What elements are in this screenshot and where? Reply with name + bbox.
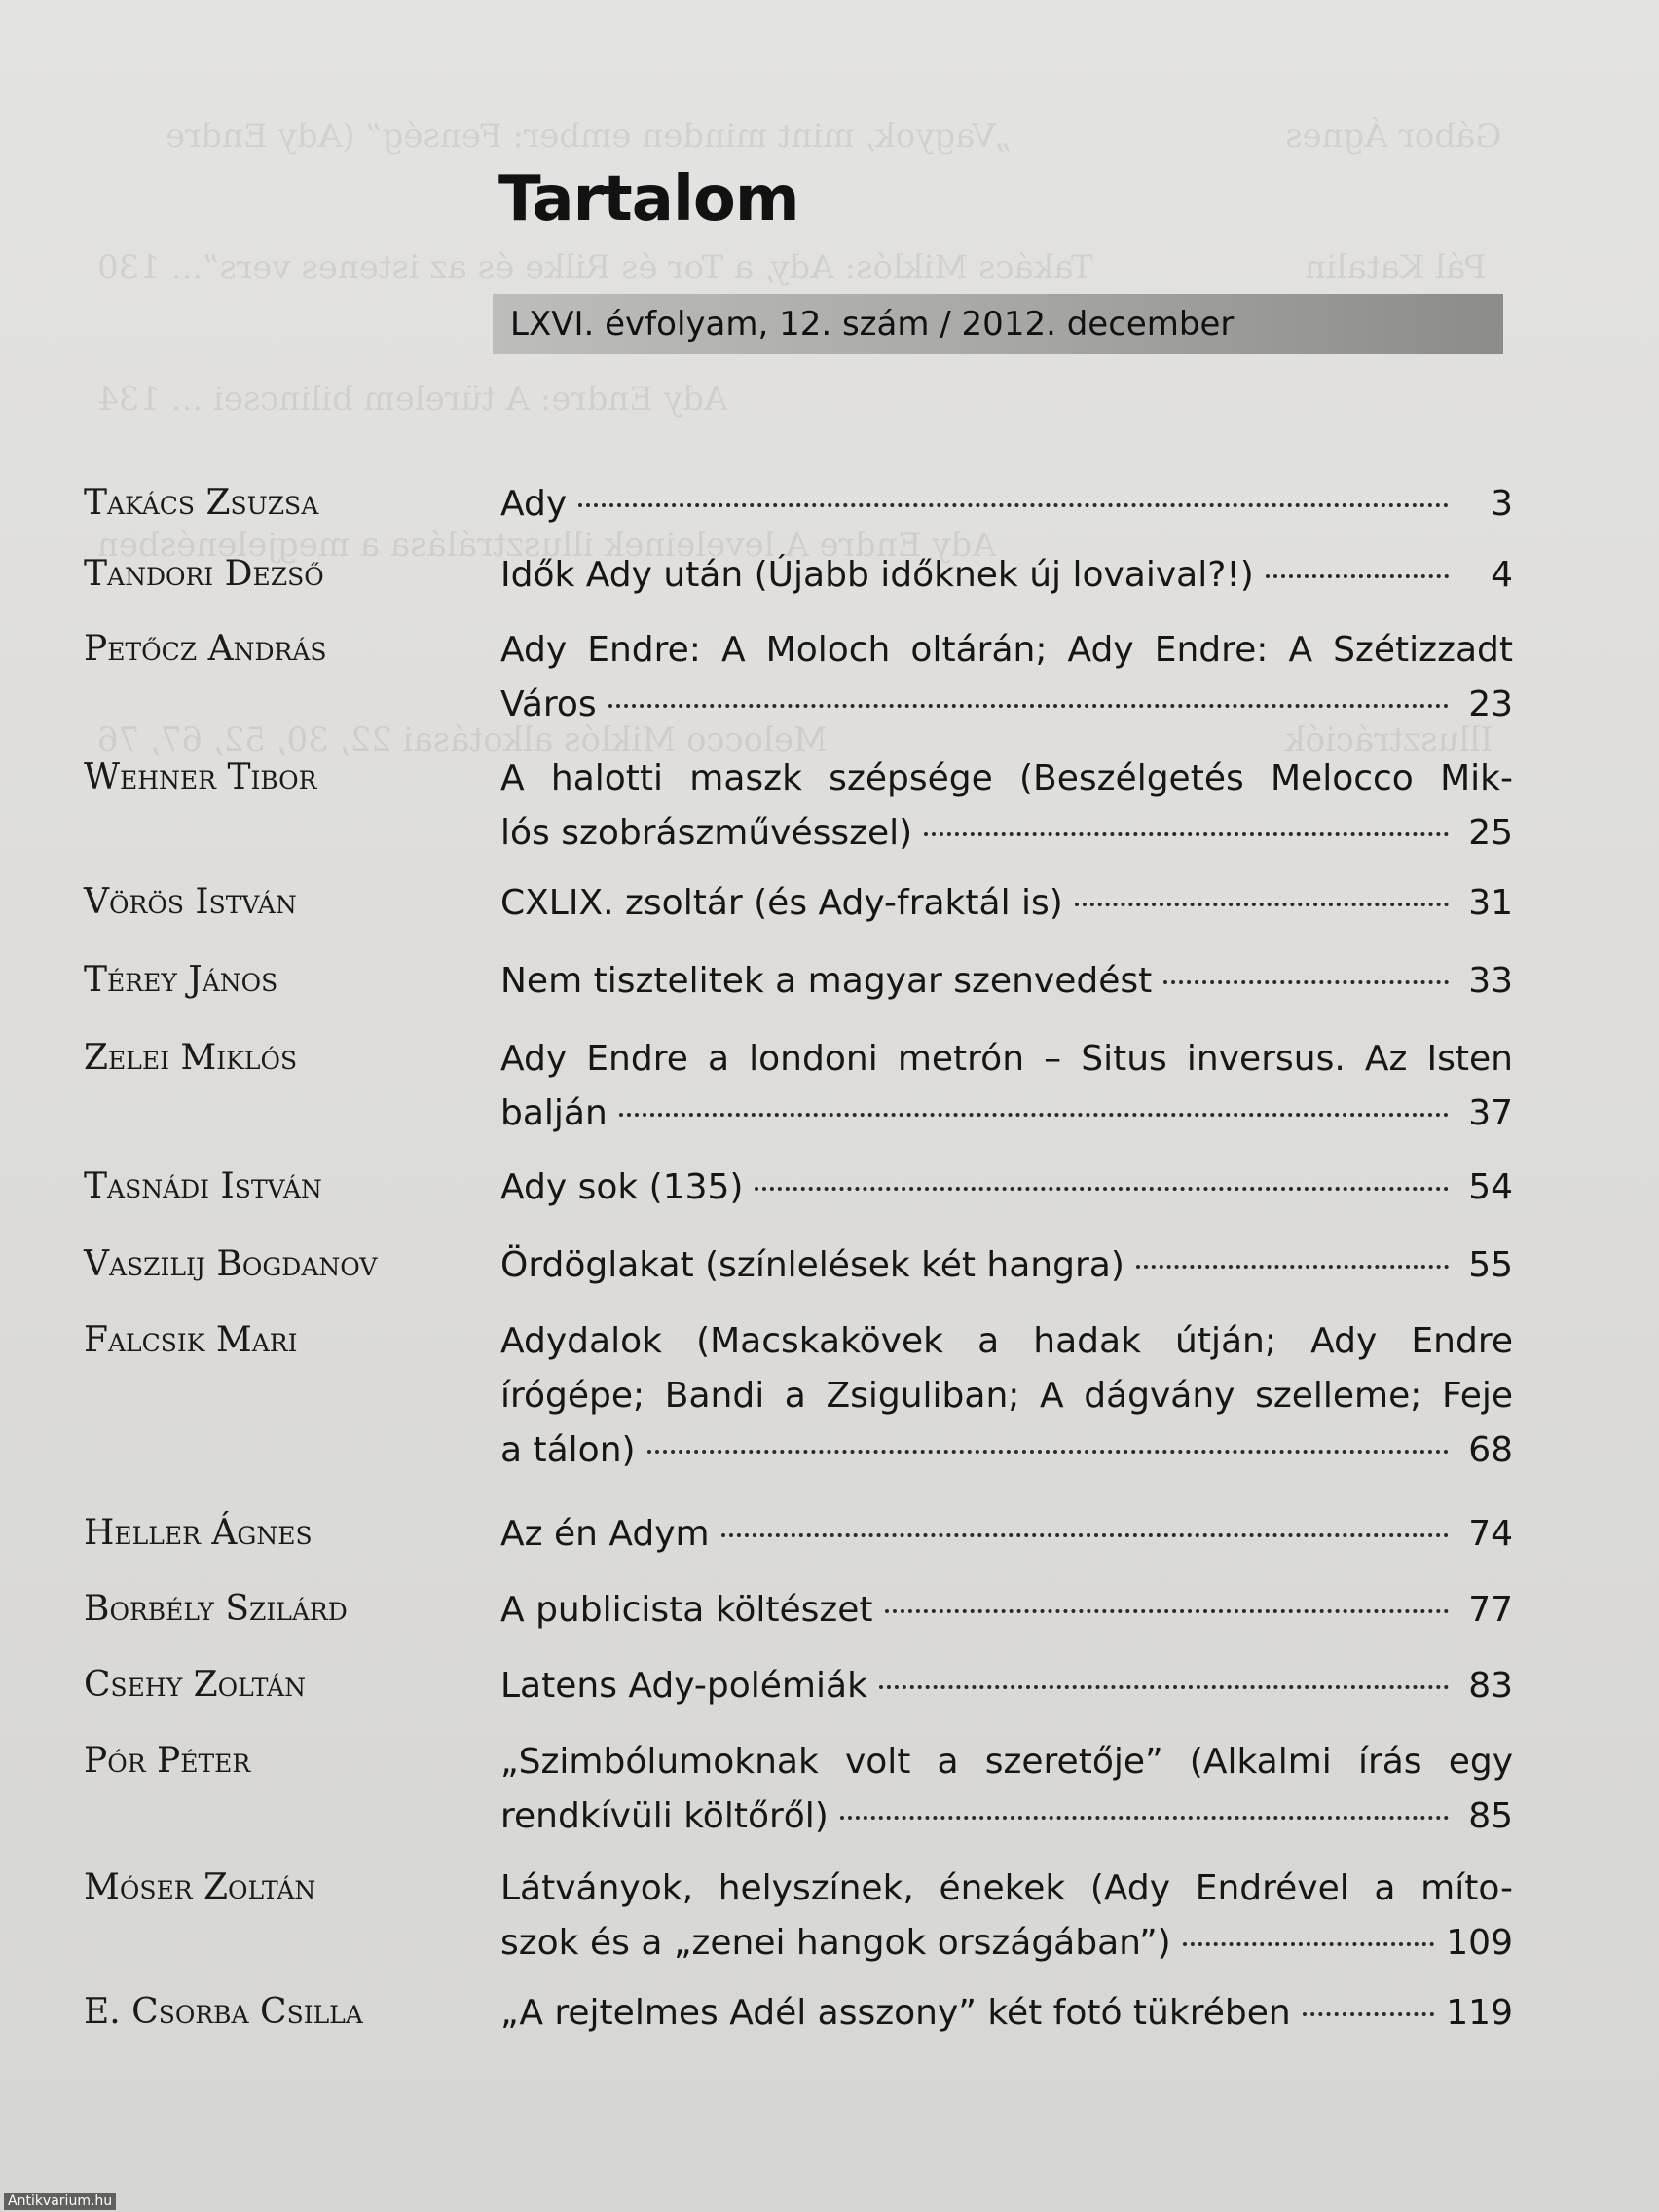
toc-work-line [500, 548, 1513, 603]
toc-work-title: Ady sok (135) [500, 1167, 744, 1207]
toc-author: E. Csorba Csilla [84, 1992, 363, 2032]
toc-work [500, 954, 1513, 1009]
dot-leader [1136, 1265, 1449, 1269]
toc-work-title: szok és a „zenei hangok országában”) [500, 1923, 1171, 1963]
toc-work-line [500, 1423, 1513, 1478]
toc-work-line [500, 1314, 1513, 1369]
toc-author: Petőcz András [84, 629, 327, 669]
toc-work [500, 548, 1513, 603]
toc-page-number: 23 [1468, 684, 1513, 724]
toc-work-line [500, 1789, 1513, 1844]
dot-leader [1075, 903, 1449, 906]
toc-author: Vörös István [84, 882, 297, 922]
toc-work-line [500, 1862, 1513, 1916]
toc-work-line [500, 1369, 1513, 1423]
toc-work-line [500, 1087, 1513, 1141]
toc-work-title: Ady Endre a londoni metrón – Situs inversus. Az Isten [500, 1039, 1513, 1079]
dot-leader [1163, 980, 1449, 984]
bleed-through-text: Melocco Miklós alkotásai 22, 30, 52, 67, 76 [97, 720, 828, 759]
dot-leader [619, 1113, 1449, 1117]
dot-leader [755, 1187, 1449, 1191]
toc-work-title: Latens Ady-polémiák [500, 1666, 867, 1706]
toc-work-title: „A rejtelmes Adél asszony” két fotó tükrében [500, 1993, 1291, 2033]
dot-leader [1183, 1942, 1435, 1946]
bleed-through-text: Ady Endre A leveleinek illusztrálása a megjelenésben [97, 526, 996, 565]
toc-work [500, 1583, 1513, 1638]
toc-work-line [500, 1916, 1513, 1971]
toc-work-line [500, 1032, 1513, 1087]
toc-page-number: 119 [1446, 1993, 1513, 2033]
dot-leader [885, 1609, 1449, 1613]
toc-work-title: a tálon) [500, 1430, 636, 1470]
toc-page-number: 74 [1468, 1514, 1513, 1554]
toc-author: Falcsik Mari [84, 1320, 298, 1360]
toc-work-line [500, 623, 1513, 678]
toc-work [500, 623, 1513, 732]
toc-work-title: Nem tisztelitek a magyar szenvedést [500, 961, 1153, 1001]
toc-author: Takács Zsuzsa [84, 483, 319, 523]
toc-work-line [500, 1986, 1513, 2041]
dot-leader [1303, 2012, 1435, 2016]
toc-work-line [500, 954, 1513, 1009]
toc-work-line [500, 678, 1513, 732]
toc-work-line [500, 477, 1513, 532]
toc-work [500, 1735, 1513, 1844]
toc-work [500, 1032, 1513, 1141]
toc-author: Vaszilij Bogdanov [84, 1244, 378, 1284]
toc-work [500, 1659, 1513, 1714]
toc-work-title: Ady Endre: A Moloch oltárán; Ady Endre: A Szétizzadt [500, 630, 1513, 670]
toc-author: Csehy Zoltán [84, 1665, 306, 1705]
toc-page-number: 37 [1468, 1093, 1513, 1133]
bleed-through-text: „Vagyok, mint minden ember: Fenség” (Ady Endre [166, 117, 1012, 156]
dot-leader [924, 832, 1449, 836]
dot-leader [879, 1685, 1449, 1689]
toc-page-number: 54 [1468, 1167, 1513, 1207]
toc-page-number: 33 [1468, 961, 1513, 1001]
toc-author: Móser Zoltán [84, 1867, 316, 1907]
toc-work-title: írógépe; Bandi a Zsiguliban; A dágvány szelleme; Feje [500, 1376, 1513, 1416]
toc-page-number: 68 [1468, 1430, 1513, 1470]
toc-work-line [500, 876, 1513, 931]
watermark: Antikvarium.hu [4, 2193, 116, 2210]
dot-leader [721, 1533, 1449, 1537]
toc-page-number: 83 [1468, 1666, 1513, 1706]
issue-banner [493, 294, 1503, 354]
bleed-through-text: Ady Endre: A türelem bilincsei ... 134 [97, 380, 728, 419]
toc-page-number: 55 [1468, 1245, 1513, 1285]
toc-work-line [500, 1659, 1513, 1714]
toc-page-number: 31 [1468, 883, 1513, 923]
toc-page-number: 25 [1468, 813, 1513, 853]
toc-author: Tandori Dezső [84, 554, 324, 594]
toc-page-number: 109 [1446, 1923, 1513, 1963]
toc-work [500, 876, 1513, 931]
dot-leader [1266, 574, 1449, 578]
dot-leader [840, 1816, 1449, 1820]
dot-leader [647, 1450, 1449, 1454]
issue-label: LXVI. évfolyam, 12. szám / 2012. december [510, 305, 1235, 344]
toc-author: Térey János [84, 960, 278, 1000]
toc-author: Wehner Tibor [84, 757, 317, 797]
toc-author: Heller Ágnes [84, 1513, 313, 1553]
toc-work-line [500, 1507, 1513, 1562]
toc-work-title: lós szobrászművésszel) [500, 813, 913, 853]
page-title: Tartalom [498, 164, 799, 236]
toc-work-title: Látványok, helyszínek, énekek (Ady Endrével a míto- [500, 1868, 1513, 1908]
toc-work-line [500, 1161, 1513, 1215]
toc-work [500, 1161, 1513, 1215]
toc-page-number: 85 [1468, 1796, 1513, 1836]
dot-leader [608, 704, 1449, 708]
toc-work-title: Város [500, 684, 597, 724]
bleed-through-text: Illusztrációk [1285, 720, 1493, 759]
toc-author: Pór Péter [84, 1741, 251, 1781]
dot-leader [578, 503, 1449, 507]
toc-work-title: Idők Ady után (Újabb időknek új lovaival?!) [500, 555, 1254, 595]
toc-work [500, 1314, 1513, 1478]
toc-work [500, 1986, 1513, 2041]
toc-work-line [500, 752, 1513, 806]
toc-work-line [500, 806, 1513, 861]
toc-work-line [500, 1583, 1513, 1638]
toc-author: Borbély Szilárd [84, 1589, 348, 1629]
toc-work-title: Az én Adym [500, 1514, 710, 1554]
toc-work [500, 477, 1513, 532]
toc-work-title: A halotti maszk szépsége (Beszélgetés Melocco Mik- [500, 758, 1513, 798]
toc-work [500, 1507, 1513, 1562]
toc-work [500, 1238, 1513, 1293]
toc-work-line [500, 1238, 1513, 1293]
toc-work [500, 1862, 1513, 1971]
toc-work-title: Ady [500, 484, 568, 524]
toc-work-title: „Szimbólumoknak volt a szeretője” (Alkalmi írás egy [500, 1742, 1513, 1782]
bleed-through-text: Takács Miklós: Ady, a Tor és Rilke és az istenes vers”... 130 [97, 248, 1093, 287]
toc-page-number: 4 [1491, 555, 1513, 595]
toc-work-title: CXLIX. zsoltár (és Ady-fraktál is) [500, 883, 1063, 923]
toc-author: Tasnádi István [84, 1166, 322, 1206]
toc-work-title: Ördöglakat (színlelések két hangra) [500, 1245, 1124, 1285]
toc-work-title: rendkívüli költőről) [500, 1796, 829, 1836]
toc-work-title: A publicista költészet [500, 1590, 873, 1630]
toc-work [500, 752, 1513, 861]
bleed-through-text: Gábor Ágnes [1285, 117, 1502, 156]
toc-work-line [500, 1735, 1513, 1789]
toc-work-title: balján [500, 1093, 608, 1133]
toc-work-title: Adydalok (Macskakövek a hadak útján; Ady Endre [500, 1321, 1513, 1361]
toc-author: Zelei Miklós [84, 1038, 298, 1078]
bleed-through-text: Pál Katalin [1305, 248, 1487, 287]
toc-page-number: 3 [1491, 484, 1513, 524]
toc-page-number: 77 [1468, 1590, 1513, 1630]
